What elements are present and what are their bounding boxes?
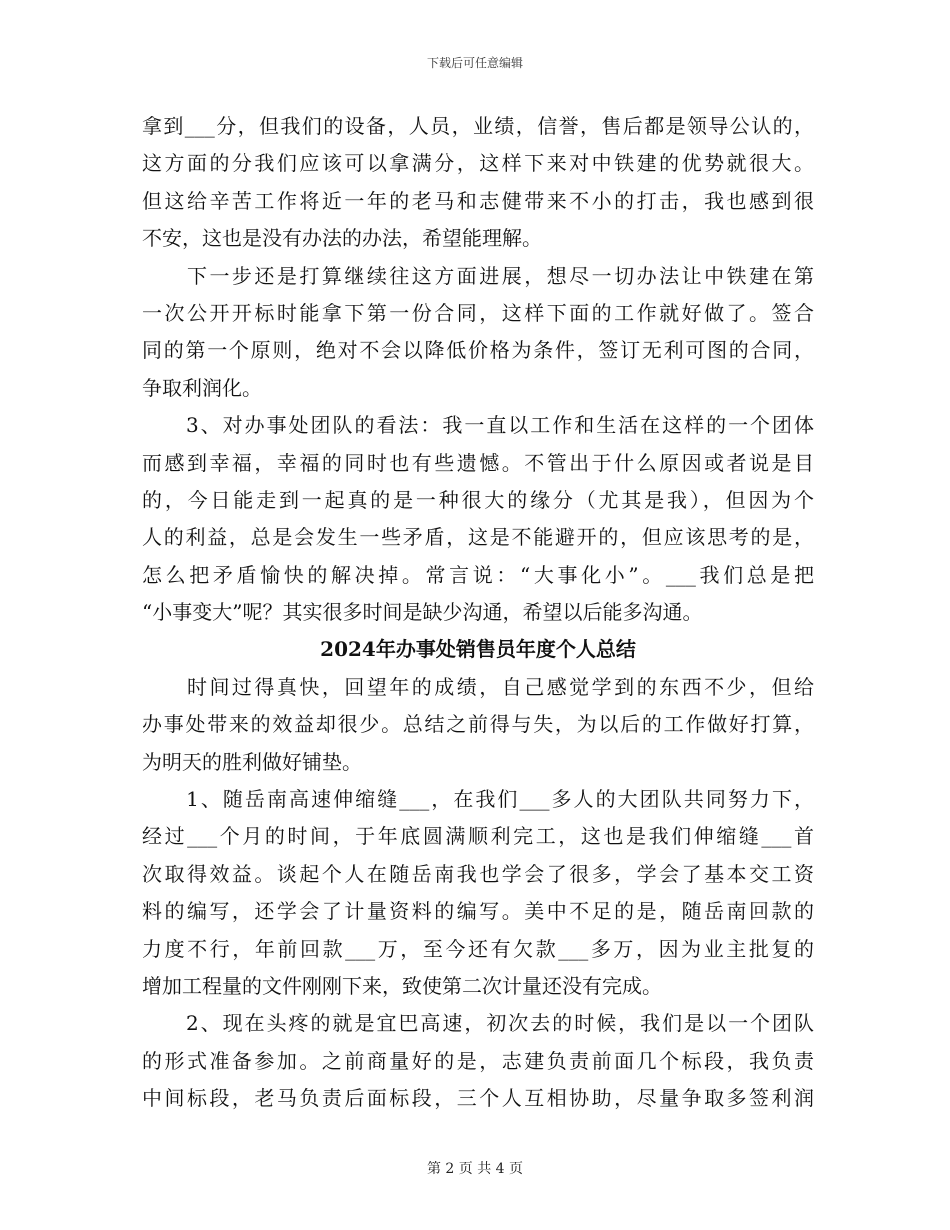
text-line: 3、对办事处团队的看法：我一直以工作和生活在这样的一个团体: [142, 413, 814, 438]
text-line: 中间标段，老马负责后面标段，三个人互相协助，尽量争取多签利润: [142, 1086, 814, 1111]
paragraph-intro: [142, 669, 814, 781]
page-footer: 第 2 页 共 4 页: [426, 1161, 524, 1177]
text-line: 料的编写，还学会了计量资料的编写。美中不足的是，随岳南回款的: [142, 899, 814, 924]
text-line: 下一步还是打算继续往这方面进展，想尽一切办法让中铁建在第: [142, 263, 814, 288]
text-line: 力度不行，年前回款___万，至今还有欠款___多万，因为业主批复的: [142, 936, 814, 961]
paragraph-item-1: [142, 781, 814, 1005]
text-line: 拿到___分，但我们的设备，人员，业绩，信誉，售后都是领导公认的，: [142, 114, 814, 138]
paragraph-team-view: [142, 407, 814, 631]
text-line: 争取利润化。: [142, 375, 262, 400]
text-line: 经过___个月的时间，于年底圆满顺利完工，这也是我们伸缩缝___首: [142, 824, 814, 849]
text-line: 时间过得真快，回望年的成绩，自己感觉学到的东西不少，但给: [142, 674, 814, 699]
text-line: 同的第一个原则，绝对不会以降低价格为条件，签订无利可图的合同，: [142, 338, 814, 363]
text-line: 人的利益，总是会发生一些矛盾，这是不能避开的，但应该思考的是，: [142, 525, 814, 550]
text-line: 2、现在头疼的就是宜巴高速，初次去的时候，我们是以一个团队: [142, 1011, 814, 1036]
text-line: 1、随岳南高速伸缩缝___，在我们___多人的大团队共同努力下，: [142, 787, 814, 812]
paragraph-scores: [142, 108, 814, 258]
text-line: 的形式准备参加。之前商量好的是，志建负责前面几个标段，我负责: [142, 1048, 814, 1073]
paragraph-item-2: [142, 1005, 814, 1117]
text-line: 而感到幸福，幸福的同时也有些遗憾。不管出于什么原因或者说是目: [142, 450, 814, 475]
page-header: 下载后可任意编辑: [426, 56, 523, 70]
text-line: 次取得效益。谈起个人在随岳南我也学会了很多，学会了基本交工资: [142, 861, 814, 886]
paragraph-next-step: [142, 258, 814, 408]
text-line: 的，今日能走到一起真的是一种很大的缘分（尤其是我），但因为个: [142, 487, 814, 512]
document-body: [142, 108, 814, 1118]
text-line: 增加工程量的文件刚刚下来，致使第二次计量还没有完成。: [142, 973, 662, 998]
text-line: 但这给辛苦工作将近一年的老马和志健带来不小的打击，我也感到很: [142, 188, 814, 213]
text-line: 一次公开开标时能拿下第一份合同，这样下面的工作就好做了。签合: [142, 300, 814, 325]
text-line: 怎么把矛盾愉快的解决掉。常言说：“大事化小”。___我们总是把: [142, 562, 814, 587]
text-line: “小事变大”呢？其实很多时间是缺少沟通，希望以后能多沟通。: [142, 600, 703, 625]
text-line: 这方面的分我们应该可以拿满分，这样下来对中铁建的优势就很大。: [142, 151, 814, 176]
document-title: 2024年办事处销售员年度个人总结: [320, 637, 636, 662]
text-line: 办事处带来的效益却很少。总结之前得与失，为以后的工作做好打算，: [142, 712, 814, 737]
text-line: 为明天的胜利做好铺垫。: [142, 749, 362, 774]
text-line: 不安，这也是没有办法的办法，希望能理解。: [142, 226, 542, 251]
